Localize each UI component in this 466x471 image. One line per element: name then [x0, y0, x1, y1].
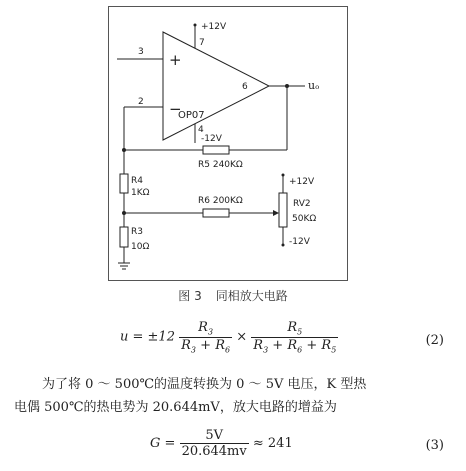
caption-number: 图 3 — [178, 289, 202, 303]
supply-pos-label: +12V — [201, 22, 227, 32]
plus-sign: + — [169, 51, 182, 69]
equation-3 — [0, 428, 466, 468]
ground-symbol — [118, 263, 130, 269]
pin6-number: 6 — [242, 82, 248, 92]
caption-title: 同相放大电路 — [215, 289, 288, 303]
r6-label: R6 200KΩ — [198, 196, 243, 206]
r4-name: R4 — [131, 176, 143, 186]
eq3-number: (3) — [425, 438, 444, 453]
para-line-2: 电偶 500℃的热电势为 20.644mV，放大电路的增益为 — [14, 400, 337, 415]
rv2-value: 50KΩ — [292, 214, 317, 224]
pin4-number: 4 — [198, 125, 204, 135]
r6-resistor — [203, 209, 229, 217]
pin7-number: 7 — [199, 38, 205, 48]
circuit-figure — [108, 6, 348, 281]
r3-name: R3 — [131, 227, 143, 237]
supply-neg-label: -12V — [201, 134, 222, 144]
eq3-rhs: ≈ 241 — [252, 436, 293, 451]
r3-resistor — [120, 227, 128, 247]
body-paragraph — [14, 373, 454, 419]
rv2-name: RV2 — [293, 199, 311, 209]
para-line-1: 为了将 0 ～ 500℃的温度转换为 0 ～ 5V 电压，K 型热 — [42, 377, 367, 392]
rv2-potentiometer — [279, 193, 287, 227]
output-label: uₒ — [308, 79, 320, 92]
pin2-number: 2 — [138, 97, 144, 107]
eq2-fraction-2: $\frac{R_5}{R_3 + R_6 + R_5}$ — [253, 320, 337, 355]
rv2-wiper-arrow — [273, 210, 279, 216]
minus-sign: − — [169, 100, 182, 118]
eq2-number: (2) — [425, 333, 444, 348]
eq3-lhs: G = — [150, 436, 176, 451]
eq2-fraction-1: $\frac{R_3}{R_3 + R_6}$ — [181, 320, 231, 355]
pin3-number: 3 — [138, 47, 144, 57]
r5-label: R5 240KΩ — [198, 160, 243, 170]
figure-caption — [0, 287, 466, 304]
opamp-name: OP07 — [178, 110, 205, 121]
eq2-lhs: u = ±12 — [120, 329, 175, 345]
r4-resistor — [120, 174, 128, 193]
equation-2 — [0, 320, 466, 364]
eq3-fraction: $\frac{5V}{20.644mv}$ — [181, 428, 247, 459]
circuit-diagram — [109, 7, 349, 282]
r3-value: 10Ω — [131, 242, 150, 252]
rv2-bottom-label: -12V — [289, 237, 310, 247]
rv2-top-label: +12V — [289, 177, 315, 187]
r4-value: 1KΩ — [131, 188, 150, 198]
opamp-triangle — [163, 32, 269, 140]
eq2-times: × — [236, 329, 248, 345]
r5-resistor — [203, 146, 229, 154]
